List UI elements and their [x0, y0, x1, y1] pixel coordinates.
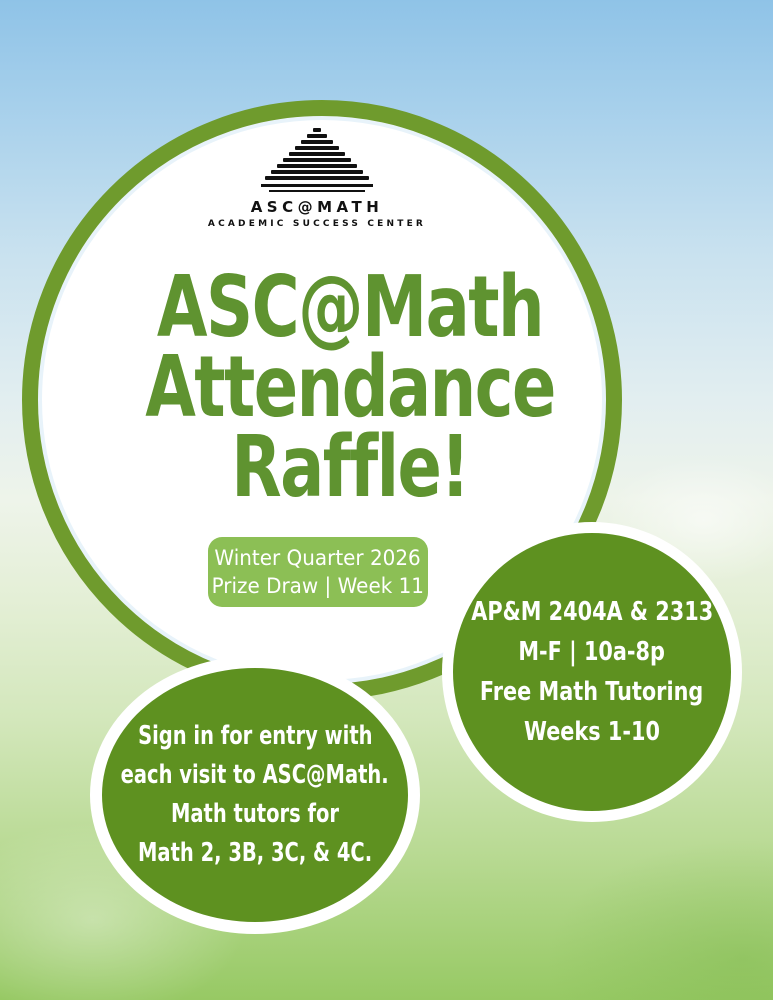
- title-line: Attendance: [145, 338, 555, 437]
- pyramid-bar: [271, 170, 363, 174]
- pyramid-bar: [313, 128, 321, 132]
- pyramid-base-line: [269, 190, 365, 192]
- pyramid-bar: [283, 158, 351, 162]
- title-line: Raffle!: [231, 418, 469, 517]
- info-line: Weeks 1-10: [524, 717, 660, 747]
- pyramid-bar: [265, 176, 369, 180]
- info-line: Free Math Tutoring: [480, 677, 704, 707]
- info-line: AP&M 2404A & 2313: [471, 597, 713, 627]
- asc-math-logo: [167, 128, 467, 229]
- pyramid-logo-icon: [261, 128, 373, 192]
- pyramid-base: [261, 184, 373, 187]
- pyramid-bar: [295, 146, 339, 150]
- pyramid-bar: [301, 140, 333, 144]
- flyer-title: [45, 258, 655, 517]
- entry-line: Math 2, 3B, 3C, & 4C.: [137, 838, 373, 868]
- badge-line: Winter Quarter 2026: [214, 546, 422, 570]
- pyramid-bar: [307, 134, 327, 138]
- logo-name: ASC@MATH: [250, 198, 384, 216]
- pyramid-bar: [289, 152, 345, 156]
- tutoring-info-circle: [453, 533, 731, 811]
- title-line: ASC@Math: [156, 258, 544, 357]
- info-line: M-F | 10a-8p: [518, 637, 666, 667]
- raffle-entry-circle: [102, 668, 408, 922]
- entry-line: Math tutors for: [170, 799, 339, 829]
- badge-line: Prize Draw | Week 11: [211, 574, 425, 598]
- entry-line: Sign in for entry with: [137, 721, 373, 751]
- entry-line: each visit to ASC@Math.: [120, 760, 390, 790]
- quarter-badge: [208, 537, 428, 607]
- logo-subtitle: ACADEMIC SUCCESS CENTER: [207, 219, 427, 229]
- pyramid-bar: [277, 164, 357, 168]
